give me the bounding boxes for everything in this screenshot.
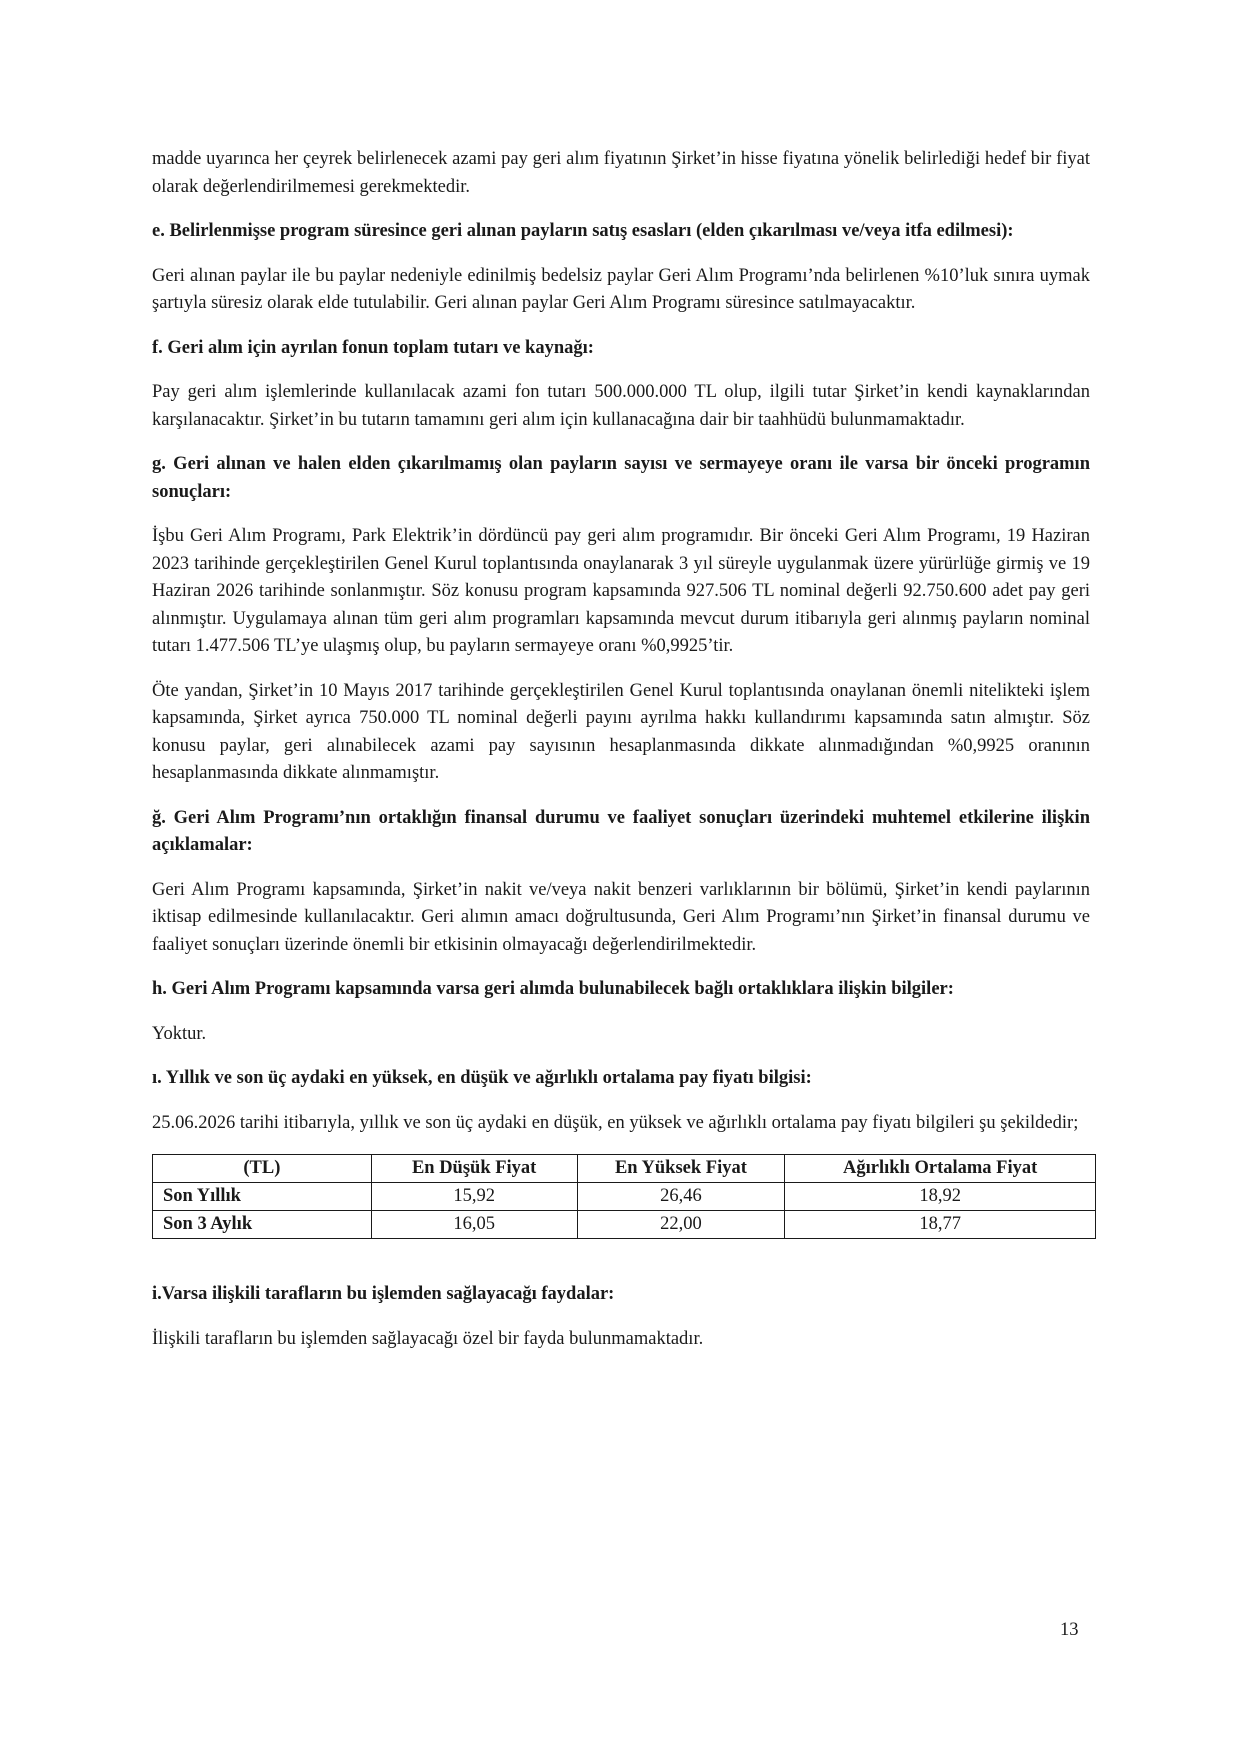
heading-g-breve: ğ. Geri Alım Programı’nın ortaklığın finansal durumu ve faaliyet sonuçları üzerindeki muhtemel etkilerine ilişkin açıklamalar:: [152, 807, 1090, 855]
highest-price-cell: 22,00: [577, 1211, 785, 1239]
table-row: [153, 1183, 1096, 1211]
lowest-price-cell: 15,92: [371, 1183, 577, 1211]
heading-i: i.Varsa ilişkili tarafların bu işlemden sağlayacağı faydalar:: [152, 1284, 615, 1304]
paragraph-h: Yoktur.: [152, 1023, 207, 1044]
price-table-header-cell: En Yüksek Fiyat: [577, 1155, 785, 1183]
lowest-price-cell: 16,05: [371, 1211, 577, 1239]
heading-g: g. Geri alınan ve halen elden çıkarılmamış olan payların sayısı ve sermayeye oranı ile varsa bir önceki programın sonuçları:: [152, 454, 1090, 502]
price-table-header-cell: En Düşük Fiyat: [371, 1155, 577, 1183]
paragraph-g-1: İşbu Geri Alım Programı, Park Elektrik’in dördüncü pay geri alım programıdır. Bir önceki Geri Alım Programı, 19 Haziran 2023 tarihinde gerçekleştirilen Genel Kurul toplantısında onaylanarak 3 yıl süreyle uygulanmak üzere yürürlüğe girmiş ve 19 Haziran 2026 tarihinde sonlanmıştır. Söz konusu program kapsamında 927.506 TL nominal değerli 92.750.600 adet pay geri alınmıştır. Uygulamaya alınan tüm geri alım programları kapsamında mevcut durum itibarıyla geri alınmış payların nominal tutarı 1.477.506 TL’ye ulaşmış olup, bu payların sermayeye oranı %0,9925’tir.: [152, 526, 1090, 656]
paragraph-dotless-i: 25.06.2026 tarihi itibarıyla, yıllık ve son üç aydaki en düşük, en yüksek ve ağırlıklı ortalama pay fiyatı bilgileri şu şekildedir;: [152, 1112, 1079, 1133]
page-number: 13: [1060, 1620, 1079, 1640]
paragraph-g-2: Öte yandan, Şirket’in 10 Mayıs 2017 tarihinde gerçekleştirilen Genel Kurul toplantısında onaylanan önemli nitelikteki işlem kapsamında, Şirket ayrıca 750.000 TL nominal değerli payını ayrılma hakkı kullandırımı kapsamında satın almıştır. Söz konusu paylar, geri alınabilecek azami pay sayısının hesaplanmasında dikkate alınmadığından %0,9925 oranının hesaplanmasında dikkate alınmamıştır.: [152, 680, 1090, 783]
heading-e: e. Belirlenmişse program süresince geri alınan payların satış esasları (elden çıkarılması ve/veya itfa edilmesi):: [152, 221, 1014, 241]
heading-h: h. Geri Alım Programı kapsamında varsa geri alımda bulunabilecek bağlı ortaklıklara ilişkin bilgiler:: [152, 979, 954, 999]
price-table: [152, 1154, 1096, 1239]
heading-f: f. Geri alım için ayrılan fonun toplam tutarı ve kaynağı:: [152, 337, 594, 358]
paragraph-f: Pay geri alım işlemlerinde kullanılacak azami fon tutarı 500.000.000 TL olup, ilgili tutar Şirket’in kendi kaynaklarından karşılanacaktır. Şirket’in bu tutarın tamamını geri alım için kullanacağına dair bir taahhüdü bulunmamaktadır.: [152, 382, 1090, 430]
price-table-header-cell: (TL): [153, 1155, 372, 1183]
weighted-average-price-cell: 18,77: [785, 1211, 1096, 1239]
price-table-header-cell: Ağırlıklı Ortalama Fiyat: [785, 1155, 1096, 1183]
table-row: [153, 1211, 1096, 1239]
price-table-header-row: [153, 1155, 1096, 1183]
row-label-cell: Son Yıllık: [153, 1183, 372, 1211]
document-page: [152, 146, 1090, 1370]
paragraph-e: Geri alınan paylar ile bu paylar nedeniyle edinilmiş bedelsiz paylar Geri Alım Programı’nda belirlenen %10’luk sınıra uymak şartıyla süresiz olarak elde tutulabilir. Geri alınan paylar Geri Alım Programı süresince satılmayacaktır.: [152, 265, 1090, 313]
heading-dotless-i: ı. Yıllık ve son üç aydaki en yüksek, en düşük ve ağırlıklı ortalama pay fiyatı bilgisi:: [152, 1068, 812, 1088]
row-label-cell: Son 3 Aylık: [153, 1211, 372, 1239]
paragraph-i: İlişkili tarafların bu işlemden sağlayacağı özel bir fayda bulunmamaktadır.: [152, 1328, 704, 1349]
paragraph-intro: madde uyarınca her çeyrek belirlenecek azami pay geri alım fiyatının Şirket’in hisse fiyatına yönelik belirlediği hedef bir fiyat olarak değerlendirilmemesi gerekmektedir.: [152, 149, 1090, 197]
weighted-average-price-cell: 18,92: [785, 1183, 1096, 1211]
highest-price-cell: 26,46: [577, 1183, 785, 1211]
paragraph-g-breve: Geri Alım Programı kapsamında, Şirket’in nakit ve/veya nakit benzeri varlıklarının bir bölümü, Şirket’in kendi paylarının iktisap edilmesinde kullanılacaktır. Geri alımın amacı doğrultusunda, Geri Alım Programı’nın Şirket’in finansal durumu ve faaliyet sonuçları üzerinde önemli bir etkisinin olmayacağı değerlendirilmektedir.: [152, 879, 1090, 955]
